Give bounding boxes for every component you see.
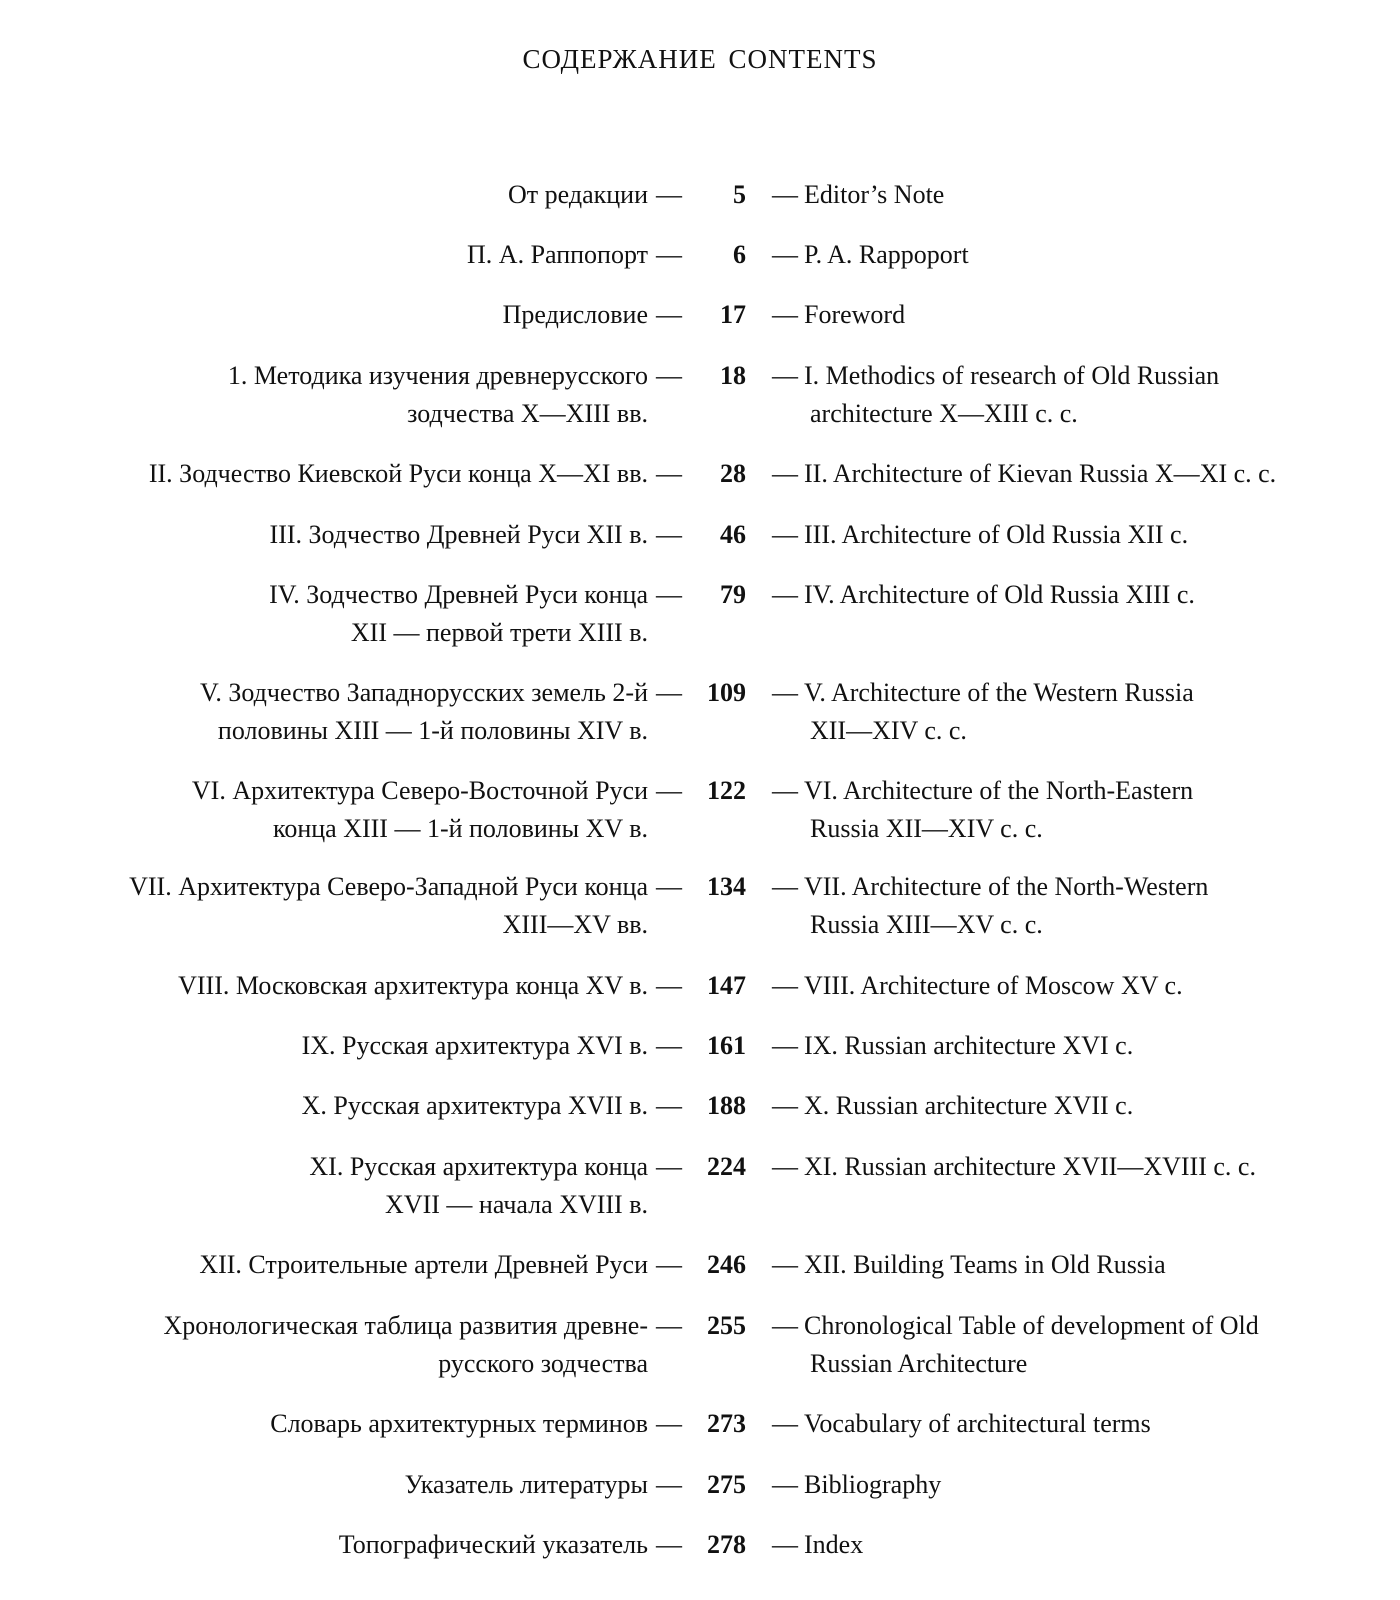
toc-dash: — xyxy=(656,1031,682,1060)
toc-dash: — xyxy=(772,1091,798,1120)
toc-dash: — xyxy=(772,240,798,269)
toc-title-en xyxy=(772,236,969,274)
toc-title-en xyxy=(772,176,944,214)
toc-title-ru-line: VIII. Московская архитектура конца XV в. xyxy=(178,971,648,1000)
toc-dash: — xyxy=(656,1530,682,1559)
toc-title-en-line: XII—XIV c. c. xyxy=(810,716,967,745)
toc-title-ru xyxy=(178,967,648,1005)
toc-title-ru xyxy=(302,1087,648,1125)
toc-title-en-line: — XII. Building Teams in Old Russia xyxy=(772,1250,1166,1279)
toc-title-ru-line: VII. Архитектура Северо-Западной Руси конца xyxy=(129,872,648,901)
toc-page-number: 278 xyxy=(707,1530,746,1559)
toc-dash: — xyxy=(772,180,798,209)
toc-title-ru-line: II. Зодчество Киевской Руси конца X—XI вв. xyxy=(148,459,648,488)
toc-title-ru-line: Указатель литературы xyxy=(404,1470,648,1499)
toc-dash: — xyxy=(772,678,798,707)
toc-page-number: 6 xyxy=(733,240,746,269)
toc-dash: — xyxy=(772,1311,798,1340)
toc-title-ru-line: IX. Русская архитектура XVI в. xyxy=(301,1031,648,1060)
toc-title-ru-line: Словарь архитектурных терминов xyxy=(270,1409,648,1438)
toc-title-en xyxy=(772,296,905,334)
toc-dash: — xyxy=(772,1530,798,1559)
toc-title-en xyxy=(772,967,1183,1005)
toc-title-en xyxy=(772,1466,941,1504)
toc-title-ru-line: Хронологическая таблица развития древне- xyxy=(163,1311,648,1340)
toc-title-en-line: — IV. Architecture of Old Russia XIII c. xyxy=(772,580,1195,609)
toc-title-en xyxy=(772,1087,1133,1125)
toc-title-en-line: Russian Architecture xyxy=(810,1349,1028,1378)
toc-title-en-line: — Bibliography xyxy=(772,1470,942,1499)
toc-title-ru xyxy=(270,1405,648,1443)
toc-dash: — xyxy=(772,1152,798,1181)
toc-title-ru-line: половины XIII — 1-й половины XIV в. xyxy=(217,716,648,745)
toc-dash: — xyxy=(656,361,682,390)
toc-dash: — xyxy=(656,1091,682,1120)
toc-title-en-line: — Editor’s Note xyxy=(772,180,945,209)
toc-page-number: 122 xyxy=(707,776,746,805)
toc-title-en-line: — VIII. Architecture of Moscow XV c. xyxy=(772,971,1183,1000)
toc-page-number: 18 xyxy=(720,361,746,390)
toc-title-ru-line: XII — первой трети XIII в. xyxy=(350,618,648,647)
toc-dash: — xyxy=(656,678,682,707)
toc-title-en-line: — Foreword xyxy=(772,300,906,329)
toc-dash: — xyxy=(772,520,798,549)
toc-dash: — xyxy=(656,1470,682,1499)
toc-title-en xyxy=(772,455,1276,493)
toc-dash: — xyxy=(656,872,682,901)
toc-dash: — xyxy=(656,1409,682,1438)
toc-title-en xyxy=(772,576,1195,614)
toc-title-ru xyxy=(192,772,648,848)
toc-page-number: 188 xyxy=(707,1091,746,1120)
toc-title-en-line: — Chronological Table of development of Old xyxy=(772,1311,1259,1340)
toc-title-en-line: — III. Architecture of Old Russia XII c. xyxy=(772,520,1189,549)
toc-title-en xyxy=(772,868,1208,944)
toc-title-ru-line: русского зодчества xyxy=(438,1349,648,1378)
toc-title-ru-line: III. Зодчество Древней Руси XII в. xyxy=(269,520,648,549)
toc-title-ru xyxy=(164,1307,648,1383)
toc-page-number: 17 xyxy=(720,300,746,329)
toc-page-number: 275 xyxy=(707,1470,746,1499)
toc-title-ru-line: VI. Архитектура Северо-Восточной Руси xyxy=(191,776,648,805)
toc-title-ru xyxy=(228,357,648,433)
toc-dash: — xyxy=(656,971,682,1000)
toc-title-ru-line: Топографический указатель xyxy=(338,1530,648,1559)
toc-title-ru-line: XI. Русская архитектура конца xyxy=(309,1152,648,1181)
toc-title-ru-line: XIII—XV вв. xyxy=(502,910,648,939)
toc-title-ru xyxy=(405,1466,648,1504)
toc-title-ru-line: От редакции xyxy=(508,180,648,209)
toc-title-en-line: — V. Architecture of the Western Russia xyxy=(772,678,1194,707)
toc-title-ru-line: IV. Зодчество Древней Руси конца xyxy=(269,580,648,609)
toc-page-number: 147 xyxy=(707,971,746,1000)
toc-dash: — xyxy=(772,1470,798,1499)
toc-title-en xyxy=(772,1027,1133,1065)
toc-title-ru xyxy=(199,1246,648,1284)
toc-title-en xyxy=(772,772,1193,848)
toc-title-ru xyxy=(302,1027,648,1065)
toc-page-number: 134 xyxy=(707,872,746,901)
toc-dash: — xyxy=(656,1311,682,1340)
toc-title-en-line: — P. A. Rappoport xyxy=(772,240,969,269)
toc-title-en-line: — X. Russian architecture XVII c. xyxy=(772,1091,1134,1120)
toc-title-en-line: architecture X—XIII c. c. xyxy=(810,399,1078,428)
toc-dash: — xyxy=(772,361,798,390)
toc-dash: — xyxy=(656,520,682,549)
toc-title-en xyxy=(772,1148,1256,1186)
toc-title-en-line: — Vocabulary of architectural terms xyxy=(772,1409,1151,1438)
toc-title-en xyxy=(772,1405,1151,1443)
toc-title-en-line: — VII. Architecture of the North-Western xyxy=(772,872,1209,901)
toc-dash: — xyxy=(772,776,798,805)
toc-dash: — xyxy=(772,1250,798,1279)
toc-title-en xyxy=(772,1307,1259,1383)
toc-page-number: 109 xyxy=(707,678,746,707)
toc-dash: — xyxy=(656,1152,682,1181)
toc-title-en-line: Russia XII—XIV c. c. xyxy=(810,814,1043,843)
toc-title-ru xyxy=(508,176,648,214)
toc-title-ru xyxy=(309,1148,648,1224)
toc-page-number: 46 xyxy=(720,520,746,549)
toc-title-ru-line: П. А. Раппопорт xyxy=(467,240,648,269)
toc-title-ru xyxy=(149,455,648,493)
toc-title-en-line: — XI. Russian architecture XVII—XVIII c. c. xyxy=(772,1152,1256,1181)
toc-title-ru-line: XVII — начала XVIII в. xyxy=(385,1190,648,1219)
toc-dash: — xyxy=(772,300,798,329)
toc-title-ru-line: конца XIII — 1-й половины XV в. xyxy=(273,814,648,843)
toc-page-number: 161 xyxy=(707,1031,746,1060)
toc-title-en-line: — VI. Architecture of the North-Eastern xyxy=(772,776,1194,805)
toc-title-ru-line: XII. Строительные артели Древней Руси xyxy=(199,1250,648,1279)
toc-title-ru-line: X. Русская архитектура XVII в. xyxy=(301,1091,648,1120)
toc-page-number: 273 xyxy=(707,1409,746,1438)
toc-dash: — xyxy=(772,580,798,609)
toc-title-en xyxy=(772,1246,1166,1284)
toc-page-number: 224 xyxy=(707,1152,746,1181)
toc-page-number: 246 xyxy=(707,1250,746,1279)
toc-page-number: 79 xyxy=(720,580,746,609)
toc-title-en-line: — II. Architecture of Kievan Russia X—XI c. c. xyxy=(772,459,1277,488)
toc-dash: — xyxy=(656,180,682,209)
toc-dash: — xyxy=(656,776,682,805)
toc-dash: — xyxy=(656,459,682,488)
toc-page-number: 5 xyxy=(733,180,746,209)
toc-dash: — xyxy=(772,1031,798,1060)
toc-title-en xyxy=(772,674,1194,750)
toc-dash: — xyxy=(656,300,682,329)
toc-title-ru-line: 1. Методика изучения древнерусского xyxy=(227,361,648,390)
page-title: СОДЕРЖАНИЕ CONTENTS xyxy=(522,44,878,74)
toc-dash: — xyxy=(772,459,798,488)
toc-title-ru xyxy=(339,1526,648,1564)
toc-dash: — xyxy=(656,580,682,609)
toc-title-ru-line: зодчества X—XIII вв. xyxy=(407,399,648,428)
toc-dash: — xyxy=(656,1250,682,1279)
toc-title-en-line: — Index xyxy=(772,1530,864,1559)
toc-title-ru xyxy=(467,236,648,274)
toc-title-en xyxy=(772,357,1219,433)
toc-dash: — xyxy=(772,1409,798,1438)
toc-title-en xyxy=(772,1526,863,1564)
toc-title-en-line: — I. Methodics of research of Old Russian xyxy=(772,361,1220,390)
toc-dash: — xyxy=(772,971,798,1000)
toc-page-number: 28 xyxy=(720,459,746,488)
toc-title-ru xyxy=(270,516,648,554)
toc-title-ru xyxy=(129,868,648,944)
toc-dash: — xyxy=(656,240,682,269)
toc-dash: — xyxy=(772,872,798,901)
toc-page-number: 255 xyxy=(707,1311,746,1340)
toc-title-en-line: Russia XIII—XV c. c. xyxy=(810,910,1043,939)
toc-title-en xyxy=(772,516,1188,554)
toc-title-ru xyxy=(200,674,648,750)
toc-title-ru xyxy=(269,576,648,652)
toc-title-ru-line: V. Зодчество Западнорусских земель 2-й xyxy=(199,678,648,707)
toc-title-ru xyxy=(503,296,648,334)
toc-title-en-line: — IX. Russian architecture XVI c. xyxy=(772,1031,1134,1060)
toc-title-ru-line: Предисловие xyxy=(502,300,648,329)
